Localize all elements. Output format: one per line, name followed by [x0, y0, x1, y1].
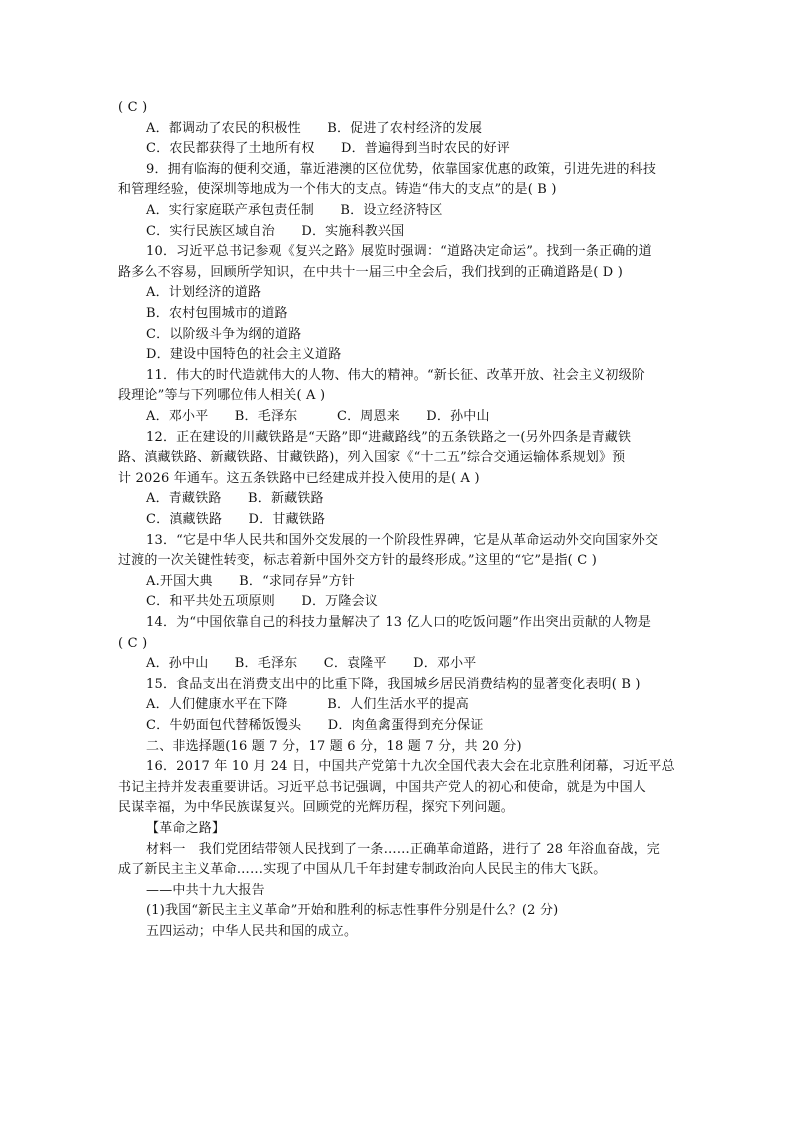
text-line-l23: 过渡的一次关键性转变，标志着新中国外交方针的最终形成。”这里的“它”是指( C )	[118, 553, 597, 569]
text-line-l19: 计 2026 年通车。这五条铁路中已经建成并投入使用的是( A )	[118, 470, 480, 486]
text-line-l01: ( C )	[118, 100, 148, 115]
text-line-l25: C．和平共处五项原则 D．万隆会议	[146, 594, 378, 610]
text-line-l18: 路、滇藏铁路、新藏铁路、甘藏铁路)，列入国家《“十二五”综合交通运输体系规划》预	[118, 450, 626, 466]
text-line-l30: A．人们健康水平在下降 B．人们生活水平的提高	[146, 697, 469, 713]
text-line-l10: A．计划经济的道路	[146, 285, 262, 301]
text-line-l07: C．实行民族区域自治 D．实施科教兴国	[146, 223, 405, 239]
text-line-l04: 9．拥有临海的便利交通，靠近港澳的区位优势，依靠国家优惠的政策，引进先进的科技	[146, 161, 657, 177]
text-line-l22: 13．“它是中华人民共和国外交发展的一个阶段性界碑，它是从革命运动外交向国家外交	[146, 532, 659, 548]
text-line-l40: (1)我国“新民主主义革命”开始和胜利的标志性事件分别是什么？(2 分)	[146, 903, 559, 919]
text-line-l08: 10．习近平总书记参观《复兴之路》展览时强调：“道路决定命运”。找到一条正确的道	[146, 244, 652, 260]
text-line-l26: 14．为“中国依靠自己的科技力量解决了 13 亿人口的吃饭问题”作出突出贡献的人物是	[146, 615, 652, 630]
text-line-l05: 和管理经验，使深圳等地成为一个伟大的支点。铸造“伟大的支点”的是( B )	[118, 182, 557, 198]
text-line-l34: 书记主持并发表重要讲话。习近平总书记强调，中国共产党人的初心和使命，就是为中国人	[118, 779, 647, 795]
text-line-l27: ( C )	[118, 635, 148, 651]
text-line-l33: 16．2017 年 10 月 24 日，中国共产党第十九次全国代表大会在北京胜利闭幕，习近平总	[146, 759, 675, 775]
text-line-l13: D．建设中国特色的社会主义道路	[146, 347, 342, 363]
text-line-l11: B．农村包围城市的道路	[146, 306, 288, 321]
text-line-l39: ——中共十九大报告	[146, 882, 265, 898]
text-line-l38: 成了新民主主义革命……实现了中国从几千年封建专制政治向人民民主的伟大飞跃。	[118, 862, 607, 878]
text-line-l16: A．邓小平 B．毛泽东 C．周恩来 D．孙中山	[146, 409, 490, 424]
text-line-l31: C．牛奶面包代替稀饭馒头 D．肉鱼禽蛋得到充分保证	[146, 718, 484, 733]
text-line-l20: A．青藏铁路 B．新藏铁路	[146, 491, 324, 507]
text-line-l14: 11．伟大的时代造就伟大的人物、伟大的精神。“新长征、改革开放、社会主义初级阶	[146, 367, 645, 383]
text-line-l09: 路多么不容易，回顾所学知识，在中共十一届三中全会后，我们找到的正确道路是( D )	[118, 264, 624, 280]
text-line-l24: A.开国大典 B．“求同存异”方针	[146, 573, 355, 589]
text-line-l37: 材料一 我们党团结带领人民找到了一条……正确革命道路，进行了 28 年浴血奋战，完	[146, 841, 661, 857]
text-line-l06: A．实行家庭联产承包责任制 B．设立经济特区	[146, 203, 443, 218]
text-line-l03: C．农民都获得了土地所有权 D．普遍得到当时农民的好评	[146, 141, 510, 157]
text-line-l02: A．都调动了农民的积极性 B．促进了农村经济的发展	[146, 120, 483, 136]
text-line-l21: C．滇藏铁路 D．甘藏铁路	[146, 512, 326, 527]
text-line-l35: 民谋幸福，为中华民族谋复兴。回顾党的光辉历程，探究下列问题。	[118, 800, 515, 816]
text-line-l15: 段理论”等与下列哪位伟人相关( A )	[118, 388, 326, 404]
text-line-l17: 12．正在建设的川藏铁路是“天路”即“进藏路线”的五条铁路之一(另外四条是青藏铁	[146, 429, 632, 445]
text-line-l36: 【革命之路】	[146, 821, 226, 836]
text-line-l32: 二、非选择题(16 题 7 分，17 题 6 分，18 题 7 分，共 20 分)	[146, 738, 522, 754]
text-line-l29: 15．食品支出在消费支出中的比重下降，我国城乡居民消费结构的显著变化表明( B )	[146, 676, 641, 692]
text-line-l28: A．孙中山 B．毛泽东 C．袁隆平 D．邓小平	[146, 656, 477, 672]
text-line-l12: C．以阶级斗争为纲的道路	[146, 326, 302, 342]
text-line-l41: 五四运动；中华人民共和国的成立。	[146, 924, 358, 939]
